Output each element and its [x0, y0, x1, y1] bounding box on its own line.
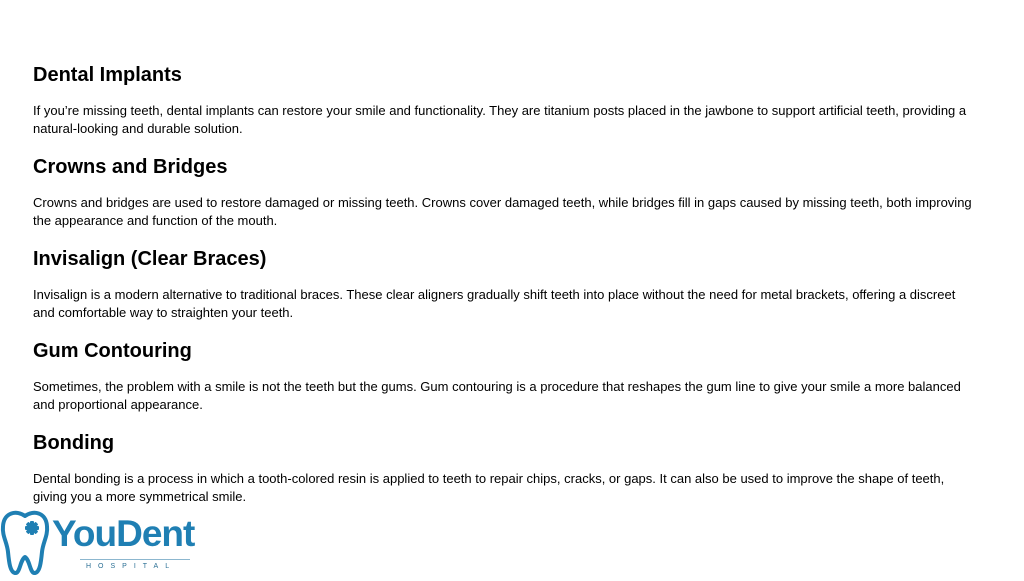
section-body: Crowns and bridges are used to restore damaged or missing teeth. Crowns cover damaged teeth, while bridges fill in gaps caused by missing teeth, both improving the appearance and function of the mouth.	[33, 195, 972, 228]
section-heading: Bonding	[33, 432, 115, 454]
service-section-invisalign	[33, 246, 973, 322]
section-body: Dental bonding is a process in which a tooth-colored resin is applied to teeth to repair chips, cracks, or gaps. It can also be used to improve the shape of teeth, giving you a more symmetrical smile.	[33, 471, 945, 504]
section-body: If you’re missing teeth, dental implants can restore your smile and functionality. They are titanium posts placed in the jawbone to support artificial teeth, providing a natural-looking and durable solution.	[33, 103, 967, 136]
logo-divider	[80, 559, 190, 560]
section-body: Invisalign is a modern alternative to traditional braces. These clear aligners gradually shift teeth into place without the need for metal brackets, offering a discreet and comfortable way to straighten your teeth.	[33, 287, 956, 320]
service-section-bonding	[33, 430, 973, 506]
services-content	[33, 62, 973, 506]
logo-wordmark: YouDent	[52, 513, 195, 554]
section-heading: Gum Contouring	[33, 340, 192, 362]
logo-subtitle: HOSPITAL	[86, 563, 177, 570]
section-heading: Crowns and Bridges	[33, 156, 228, 178]
service-section-gum-contouring	[33, 338, 973, 414]
section-body: Sometimes, the problem with a smile is not the teeth but the gums. Gum contouring is a procedure that reshapes the gum line to give your smile a more balanced and proportional appearance.	[33, 379, 961, 412]
tooth-icon	[0, 510, 50, 581]
service-section-crowns-bridges	[33, 154, 973, 230]
youdent-logo	[0, 508, 210, 576]
section-heading: Invisalign (Clear Braces)	[33, 248, 267, 270]
service-section-dental-implants	[33, 62, 973, 138]
section-heading: Dental Implants	[33, 64, 182, 86]
